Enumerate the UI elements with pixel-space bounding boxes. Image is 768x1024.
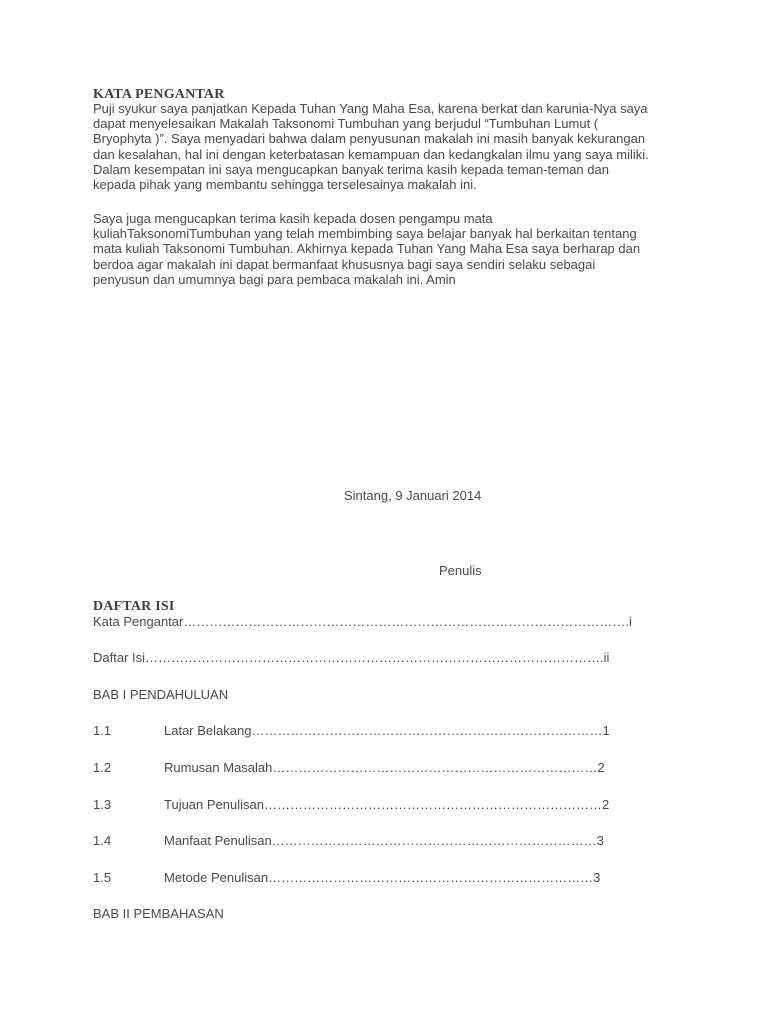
paragraph-line: dan kesalahan, hal ini dengan keterbatasan kemampuan dan kedangkalan ilmu yang saya miliki. [93,146,649,162]
toc-sub-number: 1.1 [93,723,112,738]
kata-pengantar-heading: KATA PENGANTAR [93,87,225,102]
place-date: Sintang, 9 Januari 2014 [344,488,482,503]
toc-sub-title: Manfaat Penulisan…………………………………………………………………3 [164,833,604,848]
paragraph-line: Saya juga mengucapkan terima kasih kepada dosen pengampu mata [93,211,493,226]
toc-sub-title: Metode Penulisan…………………………………………………………………3 [164,870,601,885]
kata-pengantar-paragraph-1 [93,101,683,192]
kata-pengantar-paragraph-2 [93,211,683,287]
toc-sub-number: 1.2 [93,760,112,775]
paragraph-line: Dalam kesempatan ini saya mengucapkan banyak terima kasih kepada teman-teman dan [93,161,609,177]
signature-label: Penulis [439,563,482,578]
toc-sub-title: Tujuan Penulisan……………………………………………………………………2 [164,797,610,812]
paragraph-line: kepada pihak yang membantu sehingga terselesainya makalah ini. [93,177,477,193]
toc-entry-bab-1: BAB I PENDAHULUAN [93,687,229,702]
toc-sub-number: 1.5 [93,870,112,885]
paragraph-line: penyusun dan umumnya bagi para pembaca makalah ini. Amin [93,271,456,287]
toc-sub-title: Latar Belakang………………………………………………………………………1 [164,723,610,738]
toc-entry-kata-pengantar: Kata Pengantar………………………………………………………………………………………….i [93,614,632,629]
toc-sub-number: 1.4 [93,833,112,848]
toc-sub-title: Rumusan Masalah…………………………………………………………………2 [164,760,605,775]
daftar-isi-heading: DAFTAR ISI [93,599,175,614]
paragraph-line: Puji syukur saya panjatkan Kepada Tuhan Yang Maha Esa, karena berkat dan karunia-Nya saya [93,101,648,116]
toc-entry-daftar-isi: Daftar Isi…………………………………………………………………………………………….ii [93,650,610,665]
paragraph-line: kuliahTaksonomiTumbuhan yang telah membimbing saya belajar banyak hal berkaitan tentang [93,226,637,242]
paragraph-line: berdoa agar makalah ini dapat bermanfaat khususnya bagi saya sendiri selaku sebagai [93,256,596,272]
paragraph-line: mata kuliah Taksonomi Tumbuhan. Akhirnya kepada Tuhan Yang Maha Esa saya berharap dan [93,241,641,257]
toc-sub-number: 1.3 [93,797,112,812]
paragraph-line: Bryophyta )”. Saya menyadari bahwa dalam penyusunan makalah ini masih banyak kekurangan [93,131,646,147]
toc-entry-bab-2: BAB II PEMBAHASAN [93,906,224,921]
paragraph-line: dapat menyelesaikan Makalah Taksonomi Tumbuhan yang berjudul “Tumbuhan Lumut ( [93,116,599,132]
